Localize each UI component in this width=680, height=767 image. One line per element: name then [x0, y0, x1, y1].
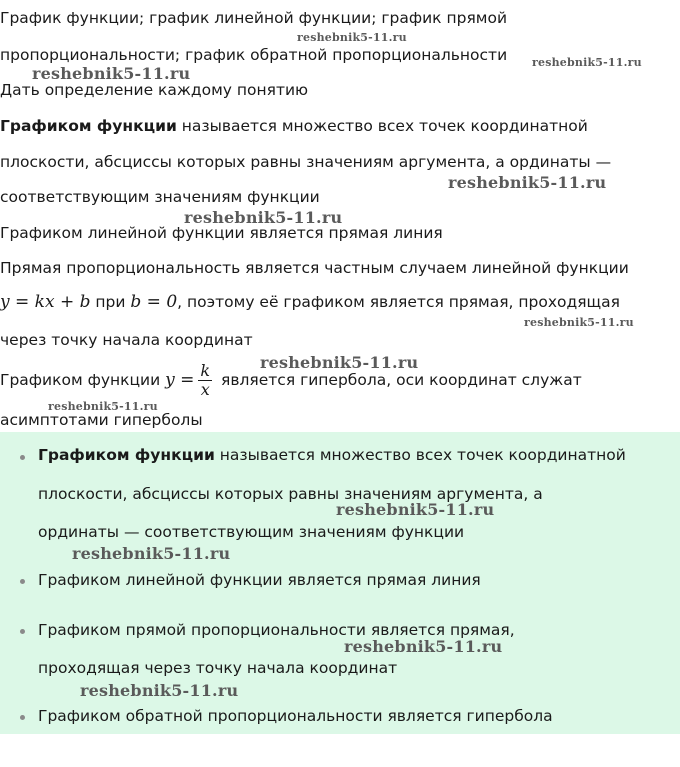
task-title-line-2: пропорциональности; график обратной пропорциональности — [0, 46, 508, 64]
watermark: reshebnik5-11.ru — [80, 681, 239, 700]
watermark: reshebnik5-11.ru — [297, 31, 407, 44]
definition-proportionality-line-1: Прямая пропорциональность является частным случаем линейной функции — [0, 259, 629, 277]
term-function-graph: Графиком функции — [0, 117, 177, 135]
watermark: reshebnik5-11.ru — [32, 64, 191, 83]
text-rest: является гипербола, оси координат служат — [216, 371, 582, 389]
formula-condition: b = 0 — [130, 292, 178, 312]
fraction-numerator: k — [200, 361, 211, 380]
definition-line-3: соответствующим значениям функции — [0, 188, 320, 206]
bullet-dot — [20, 455, 25, 460]
watermark: reshebnik5-11.ru — [336, 500, 495, 519]
formula-linear: y = kx + b — [0, 292, 91, 312]
task-title-line-1: График функции; график линейной функции; график прямой — [0, 9, 508, 27]
definition-line-2: плоскости, абсциссы которых равны значениям аргумента, а ординаты — — [0, 153, 612, 171]
fraction-k-over-x — [198, 362, 212, 399]
definition-proportionality-line-2 — [0, 292, 620, 312]
watermark: reshebnik5-11.ru — [184, 208, 343, 227]
bullet-dot — [20, 715, 25, 720]
watermark: reshebnik5-11.ru — [524, 316, 634, 329]
summary-item-1 — [38, 445, 626, 465]
watermark: reshebnik5-11.ru — [532, 56, 642, 69]
text-at: при — [90, 293, 131, 311]
definition-proportionality-line-3: через точку начала координат — [0, 331, 253, 349]
text-start: Графиком функции — [0, 371, 166, 389]
task-instruction: Дать определение каждому понятию — [0, 81, 309, 99]
watermark: reshebnik5-11.ru — [448, 173, 607, 192]
definition-text: называется множество всех точек координатной — [176, 117, 588, 135]
definition-linear-function: Графиком линейной функции является прямая линия — [0, 224, 443, 242]
bullet-dot — [20, 629, 25, 634]
bullet-dot — [20, 579, 25, 584]
fraction-denominator: x — [200, 380, 210, 399]
watermark: reshebnik5-11.ru — [48, 400, 158, 413]
summary-item-3-line-2: проходящая через точку начала координат — [38, 659, 398, 677]
watermark: reshebnik5-11.ru — [72, 544, 231, 563]
text-rest: , поэтому её графиком является прямая, проходящая — [177, 293, 620, 311]
summary-text: называется множество всех точек координатной — [214, 446, 626, 464]
summary-item-1-line-3: ординаты — соответствующим значениям функции — [38, 523, 465, 541]
definition-hyperbola-line-2: асимптотами гиперболы — [0, 411, 203, 429]
summary-item-4: Графиком обратной пропорциональности является гипербола — [38, 707, 553, 725]
formula-y: y = — [165, 370, 195, 390]
term-function-graph: Графиком функции — [38, 446, 215, 464]
summary-item-1-line-2: плоскости, абсциссы которых равны значениям аргумента, а — [38, 485, 543, 503]
definition-function-graph — [0, 116, 588, 136]
summary-item-3: Графиком прямой пропорциональности является прямая, — [38, 621, 515, 639]
summary-item-2: Графиком линейной функции является прямая линия — [38, 571, 481, 589]
watermark: reshebnik5-11.ru — [344, 637, 503, 656]
watermark: reshebnik5-11.ru — [260, 353, 419, 372]
